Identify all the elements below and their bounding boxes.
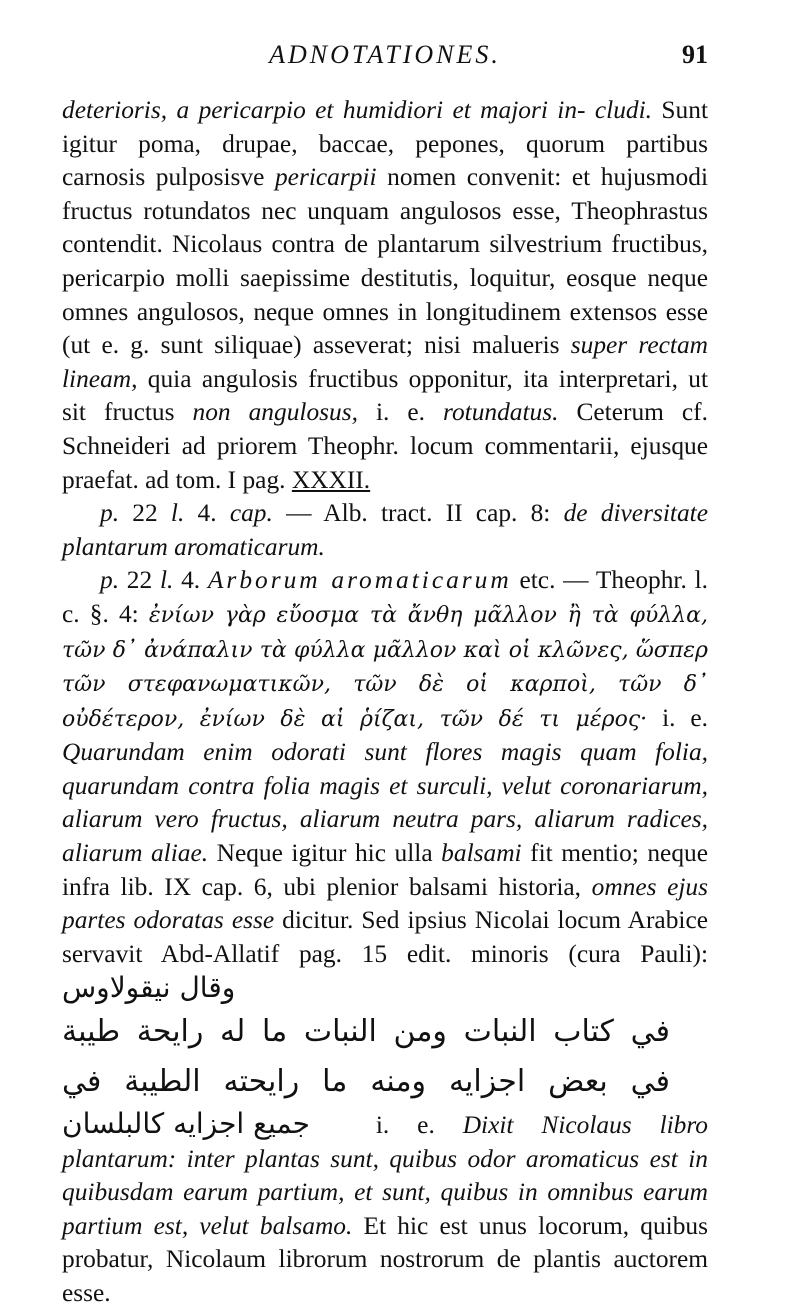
text-span: fit mentio; neque infra lib. IX cap. 6, ubi plenior balsami historia, (62, 839, 708, 901)
text-span: — Alb. tract. II cap. 8: (272, 499, 564, 528)
arabic-quotation-line: جميع اجزايه كالبلسان (62, 1107, 310, 1141)
text-span: i. e. (647, 703, 708, 732)
text-span: omnes ejus partes odoratas esse (62, 872, 708, 935)
arabic-quotation-line: في بعض اجزايه ومنه ما رايحته الطيبة في (62, 1064, 670, 1100)
text-span: Quarundam enim odorati sunt flores magis quam folia, quarundam contra folia magis et surculi, velut coronariarum, aliarum vero fructus, aliarum neutra pars, aliarum radices, aliarum aliae. (62, 738, 708, 868)
text-span: balsami (441, 839, 522, 868)
text-span: p. (100, 566, 120, 595)
arabic-quotation-line: في كتاب النبات ومن النبات ما له رايحة طيبة (62, 1014, 670, 1050)
greek-quotation: ἐνίων γὰρ εὔοσμα τὰ ἄνθη μᾶλλον ἢ τὰ φύλλα, τῶν δ᾽ ἀνάπαλιν τὰ φύλλα μᾶλλον καὶ οἱ κλῶνες, ὥσπερ τῶν στεφανωματικῶν, τῶν δὲ οἱ καρποὶ, τῶν δ᾽ οὐδέτερον, ἐνίων δὲ αἱ ῥίζαι, τῶν δέ τι μέρος· (62, 602, 708, 732)
text-span: pericarpii (274, 163, 377, 192)
text-span: XXXII. (291, 465, 371, 494)
text-span: Ceterum cf. Schneideri ad priorem Theophr. locum commentarii, ejusque praefat. ad tom. I pag. (62, 398, 708, 494)
main-text (62, 94, 708, 1311)
text-span: etc. — Theophr. l. c. §. 4: (62, 566, 708, 628)
running-head (62, 40, 708, 84)
text-span: i. e. (357, 398, 444, 427)
arabic-quotation-start: وقال نيقولاوس (62, 971, 236, 1005)
text-span: l. (159, 566, 174, 595)
text-span: quia angulosis fructibus opponitur, ita interpretari, ut sit fructus (62, 364, 708, 427)
text-span: super rectam lineam, (62, 331, 708, 393)
text-span: cludi. (594, 96, 653, 124)
text-span: 4. (173, 566, 208, 595)
paragraph-1 (62, 94, 708, 497)
text-span: Neque igitur hic ulla (208, 839, 442, 868)
text-span: p. (100, 499, 120, 528)
text-span: Arborum aromaticarum (207, 566, 512, 595)
running-title: ADNOTATIONES. (269, 40, 501, 69)
text-span: Dixit Nicolaus libro plantarum: inter plantas sunt, quibus odor aromaticus est in quibusdam earum partium, et sunt, quibus in omnibus earum partium est, velut balsamo. (62, 1111, 709, 1240)
text-span: 4. (184, 499, 230, 528)
text-span: de diversitate plantarum aromaticarum. (62, 499, 708, 561)
text-span: 22 (119, 499, 171, 528)
text-span: cap. (229, 499, 273, 528)
text-span: deterioris, a pericarpio et humidiori et majori in- (62, 96, 586, 124)
text-span: i. e. (347, 1111, 463, 1140)
text-span: nomen convenit: et hujusmodi fructus rotundatos nec unquam angulosos esse, Theophrastus contendit. Nicolaus contra de plantarum silvestrium fructibus, pericarpio molli saepissime destitutis, loquitur, eosque neque omnes angulosos, neque omnes in longitudinem extensos esse (ut e. g. sunt siliquae) asseverat; nisi malueris (62, 163, 708, 360)
text-span: non angulosus, (192, 398, 358, 427)
text-span: dicitur. Sed ipsius Nicolai locum Arabice servavit Abd-Allatif pag. 15 edit. minoris (cura Pauli): (62, 906, 708, 968)
paragraph-2 (62, 497, 708, 564)
text-span: Sunt igitur poma, drupae, baccae, pepones, quorum partibus carnosis pulposisve (62, 96, 708, 192)
text-span: Et hic est unus locorum, quibus probatur, Nicolaum librorum nostrorum de plantis auctorem esse. (62, 1211, 708, 1307)
paragraph-3 (62, 564, 708, 1310)
page-number: 91 (682, 40, 708, 69)
text-span: 22 (119, 566, 160, 595)
text-span: rotundatus. (443, 398, 559, 427)
text-span: l. (170, 499, 185, 528)
